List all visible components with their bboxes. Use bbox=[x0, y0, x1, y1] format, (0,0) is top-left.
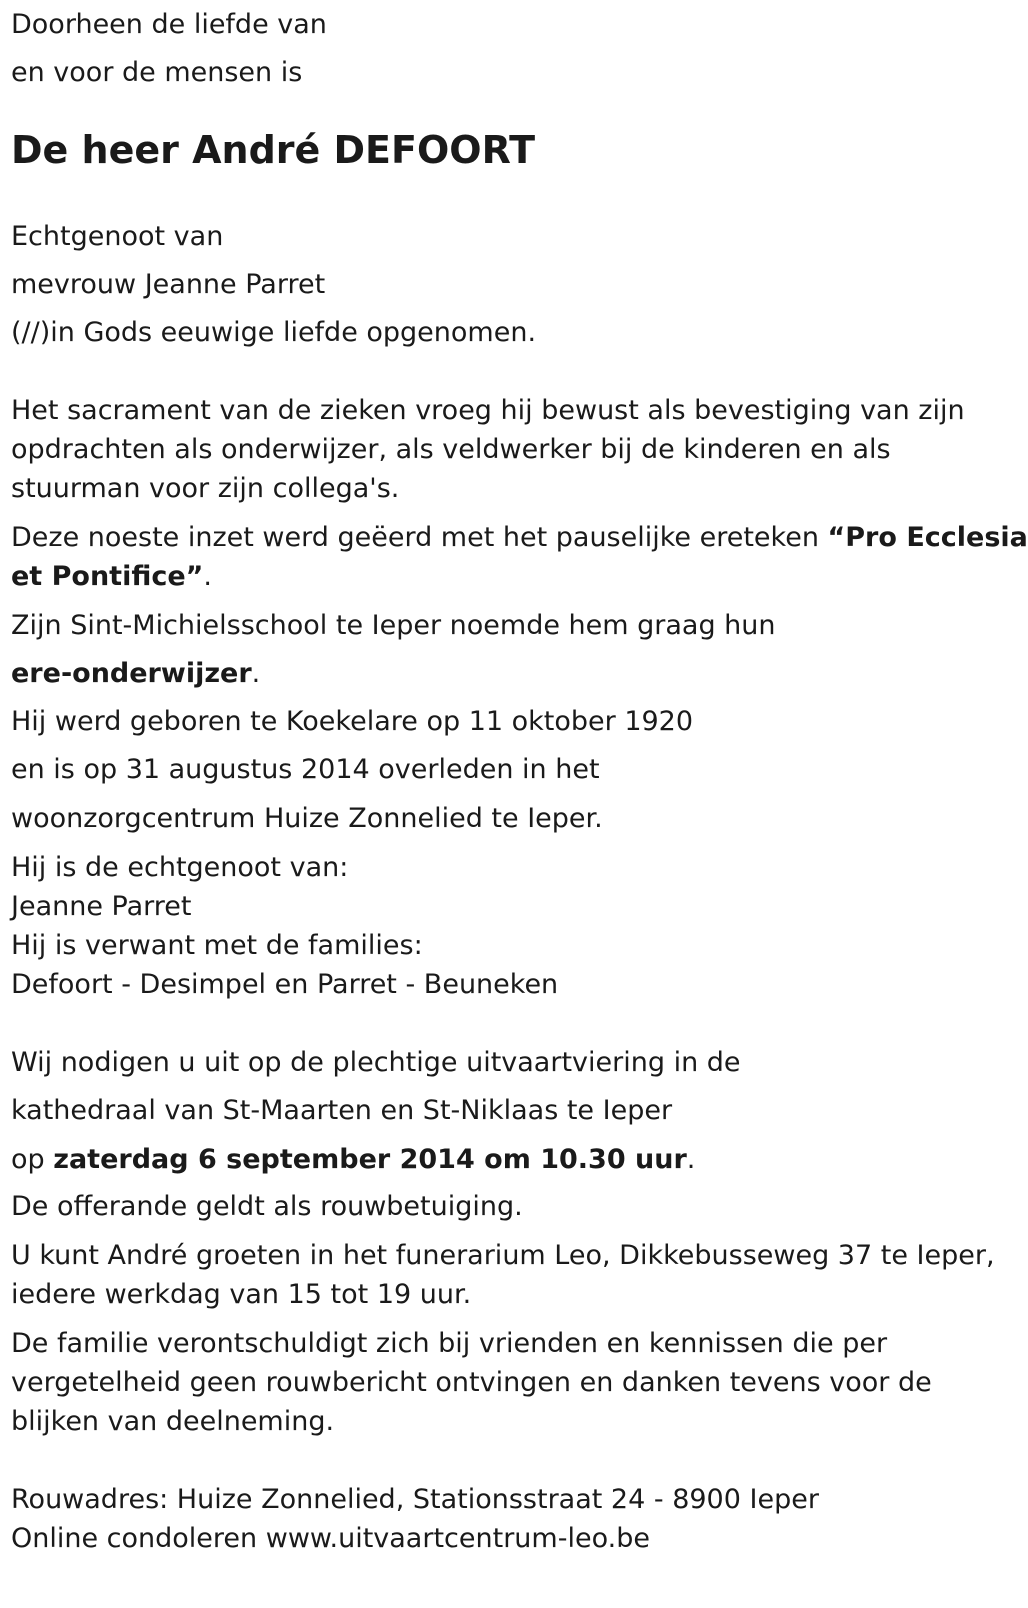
visit-line-2: iedere werkdag van 15 tot 19 uur. bbox=[11, 1279, 472, 1310]
funeral-period: . bbox=[686, 1144, 696, 1175]
family-line-1: Hij is de echtgenoot van: bbox=[11, 852, 349, 883]
honor-line-2 bbox=[11, 557, 212, 597]
sacrament-line-2: opdrachten als onderwijzer, als veldwerker bij de kinderen en als bbox=[11, 434, 891, 465]
apology-line-2: vergetelheid geen rouwbericht ontvingen en danken tevens voor de bbox=[11, 1367, 932, 1398]
spouse-intro-line-2: mevrouw Jeanne Parret bbox=[11, 269, 326, 300]
family-line-3: Hij is verwant met de families: bbox=[11, 930, 423, 961]
sacrament-line-3: stuurman voor zijn collega's. bbox=[11, 473, 400, 504]
intro-line-1: Doorheen de liefde van bbox=[11, 9, 327, 40]
honor-period: . bbox=[203, 561, 213, 592]
life-line-2: en is op 31 augustus 2014 overleden in het bbox=[11, 754, 600, 785]
funeral-line-1: Wij nodigen u uit op de plechtige uitvaartviering in de bbox=[11, 1047, 741, 1078]
honor-award-part-1: “Pro Ecclesia bbox=[827, 522, 1028, 553]
family-line-4: Defoort - Desimpel en Parret - Beuneken bbox=[11, 969, 559, 1000]
honor-text: Deze noeste inzet werd geëerd met het pauselijke ereteken bbox=[11, 522, 828, 553]
school-period: . bbox=[251, 658, 261, 689]
school-title: ere-onderwijzer bbox=[11, 658, 252, 689]
apology-line-1: De familie verontschuldigt zich bij vrienden en kennissen die per bbox=[11, 1328, 888, 1359]
funeral-line-3 bbox=[11, 1140, 695, 1180]
sacrament-line-1: Het sacrament van de zieken vroeg hij bewust als bevestiging van zijn bbox=[11, 395, 965, 426]
family-line-2: Jeanne Parret bbox=[11, 891, 192, 922]
honor-award-part-2: et Pontifice” bbox=[11, 561, 204, 592]
online-condolence: Online condoleren www.uitvaartcentrum-leo.be bbox=[11, 1523, 650, 1554]
life-line-1: Hij werd geboren te Koekelare op 11 oktober 1920 bbox=[11, 706, 694, 737]
spouse-intro-line-3: (//)in Gods eeuwige liefde opgenomen. bbox=[11, 317, 537, 348]
funeral-date-time: zaterdag 6 september 2014 om 10.30 uur bbox=[53, 1144, 687, 1175]
funeral-prefix: op bbox=[11, 1144, 54, 1175]
school-line-2 bbox=[11, 654, 260, 694]
school-line-1: Zijn Sint-Michielsschool te Ieper noemde hem graag hun bbox=[11, 610, 776, 641]
offering-note: De offerande geldt als rouwbetuiging. bbox=[11, 1191, 523, 1222]
apology-line-3: blijken van deelneming. bbox=[11, 1406, 335, 1437]
honor-line-1 bbox=[11, 518, 1028, 558]
life-line-3: woonzorgcentrum Huize Zonnelied te Ieper. bbox=[11, 803, 603, 834]
spouse-intro-line-1: Echtgenoot van bbox=[11, 221, 224, 252]
mourning-address: Rouwadres: Huize Zonnelied, Stationsstraat 24 - 8900 Ieper bbox=[11, 1484, 819, 1515]
deceased-name-title: De heer André DEFOORT bbox=[11, 128, 536, 172]
visit-line-1: U kunt André groeten in het funerarium Leo, Dikkebusseweg 37 te Ieper, bbox=[11, 1240, 995, 1271]
intro-line-2: en voor de mensen is bbox=[11, 57, 303, 88]
funeral-line-2: kathedraal van St-Maarten en St-Niklaas te Ieper bbox=[11, 1095, 673, 1126]
